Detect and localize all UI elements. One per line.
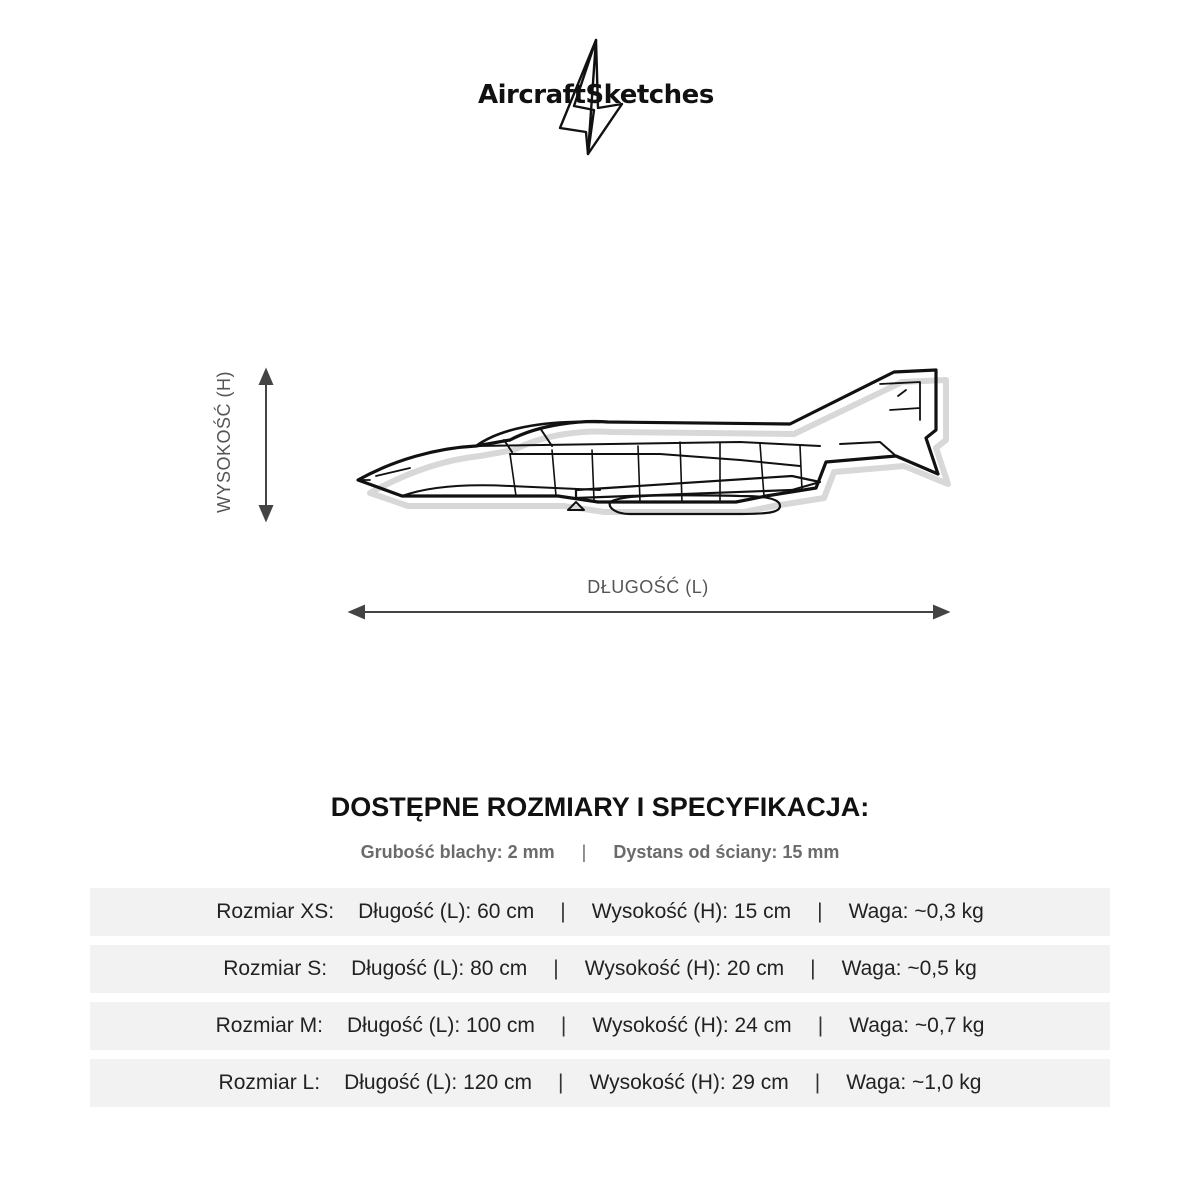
separator: | (817, 1014, 824, 1037)
size-length: Długość (L): 60 cm (358, 900, 535, 923)
separator: | (817, 900, 823, 923)
separator: | (553, 957, 559, 980)
spec-title: DOSTĘPNE ROZMIARY I SPECYFIKACJA: (330, 792, 870, 822)
size-length: Długość (L): 100 cm (346, 1014, 535, 1037)
size-name: Rozmiar S: (223, 957, 328, 980)
wall-distance: Dystans od ściany: 15 mm (613, 842, 840, 862)
sheet-thickness: Grubość blachy: 2 mm (360, 842, 555, 862)
size-row-l (90, 1059, 1110, 1107)
height-arrow (260, 370, 272, 520)
size-length: Długość (L): 80 cm (351, 957, 528, 980)
fighter-jet-silhouette-icon (358, 370, 948, 514)
separator: | (557, 1071, 564, 1094)
size-row-m (90, 1002, 1110, 1050)
size-weight: Waga: ~1,0 kg (846, 1071, 982, 1094)
length-label: DŁUGOŚĆ (L) (587, 577, 709, 597)
separator: | (810, 957, 816, 980)
size-weight: Waga: ~0,3 kg (848, 900, 984, 923)
size-row-xs (90, 888, 1110, 936)
aircraft-diagram (180, 350, 980, 640)
brand-logo (470, 36, 730, 161)
size-height: Wysokość (H): 29 cm (589, 1071, 789, 1094)
size-height: Wysokość (H): 15 cm (591, 900, 792, 923)
size-name: Rozmiar M: (215, 1014, 323, 1037)
length-arrow (350, 606, 948, 618)
size-height: Wysokość (H): 20 cm (584, 957, 785, 980)
size-length: Długość (L): 120 cm (344, 1071, 532, 1094)
size-table (90, 888, 1110, 1116)
separator: | (560, 1014, 567, 1037)
brand-name: AircraftSketches (478, 80, 714, 110)
size-weight: Waga: ~0,7 kg (849, 1014, 985, 1037)
size-name: Rozmiar XS: (216, 900, 335, 923)
separator: | (560, 900, 566, 923)
size-height: Wysokość (H): 24 cm (592, 1014, 792, 1037)
spec-subtitle (0, 842, 1200, 863)
size-name: Rozmiar L: (218, 1071, 321, 1094)
separator: | (814, 1071, 821, 1094)
size-weight: Waga: ~0,5 kg (841, 957, 977, 980)
size-row-s (90, 945, 1110, 993)
separator: | (581, 842, 587, 862)
height-label: WYSOKOŚĆ (H) (214, 371, 234, 514)
